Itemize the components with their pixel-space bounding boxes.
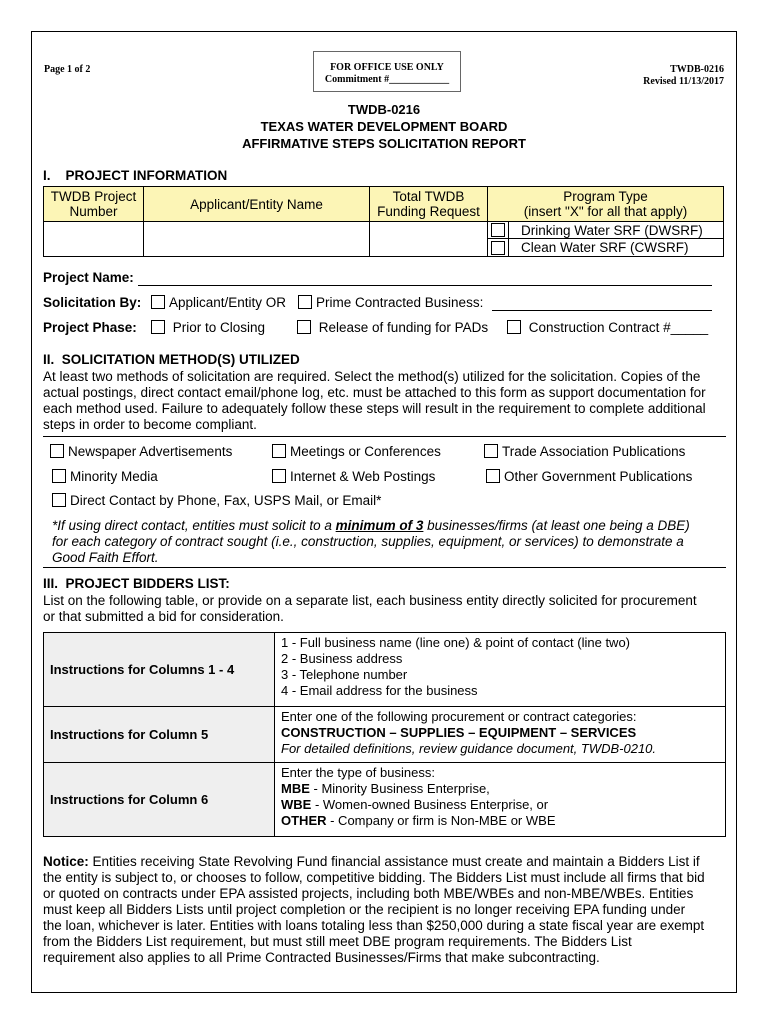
- method-newspaper: Newspaper Advertisements: [50, 444, 232, 460]
- col-funding-request: Total TWDB Funding Request: [370, 187, 488, 222]
- project-number-cell[interactable]: [44, 222, 144, 257]
- divider: [43, 436, 726, 437]
- instructions-table: [43, 632, 726, 837]
- section-3-instructions: List on the following table, or provide on a separate list, each business entity directly solicited for procurement or that submitted a bid for consideration.: [43, 593, 697, 624]
- project-info-table: [43, 186, 724, 257]
- method-minority: Minority Media: [52, 469, 158, 485]
- divider: [43, 567, 726, 568]
- cwsrf-checkbox[interactable]: [491, 241, 505, 255]
- instr-label-5: Instructions for Column 5: [44, 707, 275, 763]
- cwsrf-label: Clean Water SRF (CWSRF): [521, 240, 689, 255]
- minority-checkbox[interactable]: [52, 469, 66, 483]
- notice-paragraph: Notice: Entities receiving State Revolving Fund financial assistance must create and maintain a Bidders List if the entity is subject to, or chooses to follow, competitive bidding. The Bidders List must include all firms that bid or quoted on contracts under EPA assisted projects, including both MBE/WBEs and non-MBE/WBEs. Entities must keep all Bidders Lists until project completion or the recipient is no longer receiving EPA funding under the loan, whichever is later. Entities with loans totaling less than $250,000 during a state fiscal year are exempt from the Bidders List requirement, but must still meet DBE program requirements. The Bidders List requirement also applies to all Prime Contracted Businesses/Firms that make subcontracting.: [43, 854, 705, 965]
- prime-checkbox[interactable]: [298, 295, 312, 309]
- instr-label-1-4: Instructions for Columns 1 - 4: [44, 633, 275, 707]
- method-direct: Direct Contact by Phone, Fax, USPS Mail, or Email*: [52, 493, 381, 509]
- prime-business-input[interactable]: [492, 310, 712, 311]
- office-use-box: [313, 51, 461, 92]
- prior-checkbox[interactable]: [151, 320, 165, 334]
- construction-checkbox[interactable]: [507, 320, 521, 334]
- col-program-type: Program Type (insert "X" for all that apply): [488, 187, 724, 222]
- trade-checkbox[interactable]: [484, 444, 498, 458]
- col-project-number: TWDB Project Number: [44, 187, 144, 222]
- construction-option: Construction Contract #_____: [507, 320, 708, 336]
- project-name-label: Project Name:: [43, 270, 134, 285]
- method-other-gov: Other Government Publications: [486, 469, 692, 485]
- section-3-heading: III. PROJECT BIDDERS LIST:: [43, 576, 230, 591]
- direct-contact-note: *If using direct contact, entities must solicit to a minimum of 3 businesses/firms (at least one being a DBE) for each category of contract sought (i.e., construction, supplies, equipment, or services) to demonstrate a Good Faith Effort.: [52, 518, 690, 565]
- release-checkbox[interactable]: [297, 320, 311, 334]
- applicant-name-cell[interactable]: [144, 222, 370, 257]
- project-phase-label: Project Phase:: [43, 320, 137, 335]
- release-option: Release of funding for PADs: [297, 320, 488, 336]
- col-applicant-name: Applicant/Entity Name: [144, 187, 370, 222]
- applicant-option: Applicant/Entity OR: [151, 295, 286, 311]
- direct-checkbox[interactable]: [52, 493, 66, 507]
- applicant-checkbox[interactable]: [151, 295, 165, 309]
- commitment-label: Commitment #____________: [324, 74, 450, 85]
- title-agency: TEXAS WATER DEVELOPMENT BOARD: [260, 119, 508, 134]
- solicitation-by-label: Solicitation By:: [43, 295, 142, 310]
- instr-label-6: Instructions for Column 6: [44, 763, 275, 837]
- prior-option: Prior to Closing: [151, 320, 265, 336]
- method-internet: Internet & Web Postings: [272, 469, 435, 485]
- section-2-heading: II. SOLICITATION METHOD(S) UTILIZED: [43, 352, 300, 367]
- dwsrf-checkbox[interactable]: [491, 223, 505, 237]
- meetings-checkbox[interactable]: [272, 444, 286, 458]
- funding-request-cell[interactable]: [370, 222, 488, 257]
- internet-checkbox[interactable]: [272, 469, 286, 483]
- dwsrf-row: [488, 222, 723, 239]
- method-trade: Trade Association Publications: [484, 444, 685, 460]
- project-name-input[interactable]: [138, 285, 712, 286]
- page-label: Page 1 of 2: [44, 64, 91, 75]
- title-form-id: TWDB-0216: [347, 102, 421, 117]
- form-page: [31, 31, 737, 993]
- instr-content-6: Enter the type of business: MBE - Minority Business Enterprise, WBE - Women-owned Business Enterprise, or OTHER - Company or firm is Non-MBE or WBE: [275, 763, 726, 837]
- instr-content-5: Enter one of the following procurement or contract categories: CONSTRUCTION – SUPPLIES – EQUIPMENT – SERVICES For detailed definitions, review guidance document, TWDB-0210.: [275, 707, 726, 763]
- title-report: AFFIRMATIVE STEPS SOLICITATION REPORT: [242, 136, 526, 151]
- cwsrf-row: [488, 239, 723, 256]
- form-id-block: [643, 64, 724, 88]
- revised-date: Revised 11/13/2017: [643, 76, 724, 87]
- section-2-instructions: At least two methods of solicitation are required. Select the method(s) utilized for the solicitation. Copies of the actual postings, direct contact email/phone log, etc. must be attached to this form as support documentation for each method used. Failure to adequately follow these steps will result in the requirement to complete additional steps in order to become compliant.: [43, 369, 706, 432]
- newspaper-checkbox[interactable]: [50, 444, 64, 458]
- prime-option: Prime Contracted Business:: [298, 295, 483, 311]
- instr-content-1-4: 1 - Full business name (line one) & point of contact (line two) 2 - Business address 3 - Telephone number 4 - Email address for the business: [275, 633, 726, 707]
- other-gov-checkbox[interactable]: [486, 469, 500, 483]
- dwsrf-label: Drinking Water SRF (DWSRF): [521, 222, 703, 238]
- section-1-heading: I. PROJECT INFORMATION: [43, 168, 228, 183]
- office-use-label: FOR OFFICE USE ONLY: [330, 62, 444, 73]
- method-meetings: Meetings or Conferences: [272, 444, 441, 460]
- program-type-cell: [488, 222, 724, 257]
- form-id: TWDB-0216: [670, 64, 724, 75]
